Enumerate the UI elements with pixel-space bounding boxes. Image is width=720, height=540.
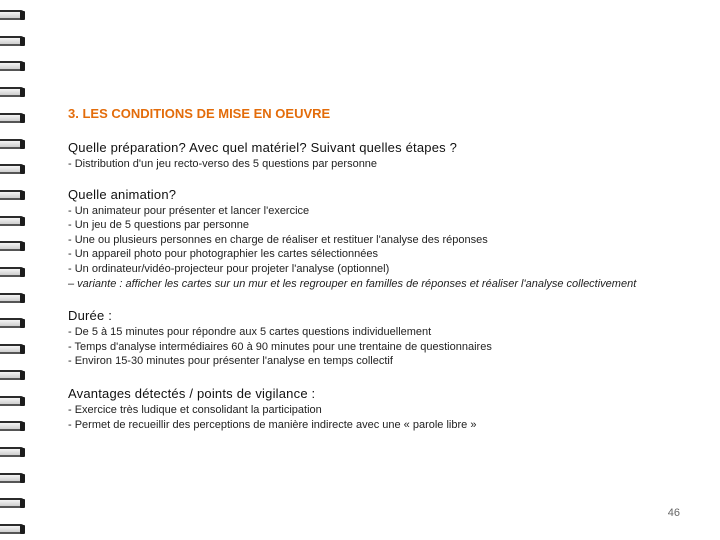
binding-ring-icon	[0, 318, 26, 329]
binding-ring-icon	[0, 164, 26, 175]
binding-ring-icon	[0, 113, 26, 124]
list-item: - Un ordinateur/vidéo-projecteur pour projeter l'analyse (optionnel)	[68, 262, 390, 275]
binding-ring-icon	[0, 447, 26, 458]
section-title: 3. LES CONDITIONS DE MISE EN OEUVRE	[68, 106, 331, 121]
heading-animation: Quelle animation?	[68, 186, 177, 202]
page-number: 46	[667, 507, 680, 519]
binding-ring-icon	[0, 87, 26, 98]
section-avantages	[68, 386, 688, 432]
section-animation	[68, 187, 688, 292]
heading-preparation: Quelle préparation? Avec quel matériel? Suivant quelles étapes ?	[68, 140, 458, 155]
binding-ring-icon	[0, 370, 26, 381]
page-content	[68, 106, 688, 432]
list-item: - Un appareil photo pour photographier les cartes sélectionnées	[68, 248, 379, 261]
binding-ring-icon	[0, 293, 26, 304]
list-item: - Distribution d'un jeu recto-verso des 5 questions par personne	[68, 158, 378, 170]
binding-ring-icon	[0, 267, 26, 278]
binding-ring-icon	[0, 524, 26, 535]
binding-ring-icon	[0, 190, 26, 201]
list-item: - Exercice très ludique et consolidant la participation	[68, 403, 322, 416]
heading-avantages: Avantages détectés / points de vigilance :	[68, 385, 316, 401]
binding-ring-icon	[0, 344, 26, 355]
binding-ring-icon	[0, 10, 26, 21]
binding-ring-icon	[0, 473, 26, 484]
list-item: - Un animateur pour présenter et lancer l'exercice	[68, 204, 310, 217]
spiral-binding	[0, 0, 30, 540]
list-preparation	[68, 157, 688, 172]
heading-duree: Durée :	[68, 308, 113, 324]
binding-ring-icon	[0, 216, 26, 227]
list-animation	[68, 204, 688, 292]
list-item: - Une ou plusieurs personnes en charge de réaliser et restituer l'analyse des réponses	[68, 233, 488, 246]
binding-ring-icon	[0, 139, 26, 150]
list-item: - De 5 à 15 minutes pour répondre aux 5 cartes questions individuellement	[68, 326, 432, 339]
list-duree	[68, 325, 688, 369]
list-item: - Un jeu de 5 questions par personne	[68, 219, 250, 232]
binding-ring-icon	[0, 498, 26, 509]
list-item: - Temps d'analyse intermédiaires 60 à 90 minutes pour une trentaine de questionnaires	[68, 340, 492, 353]
section-duree	[68, 308, 688, 369]
binding-ring-icon	[0, 61, 26, 72]
binding-ring-icon	[0, 36, 26, 47]
binding-ring-icon	[0, 421, 26, 432]
binding-ring-icon	[0, 396, 26, 407]
list-avantages	[68, 403, 688, 432]
list-item: - Environ 15-30 minutes pour présenter l'analyse en temps collectif	[68, 355, 393, 368]
section-preparation	[68, 140, 688, 172]
binding-ring-icon	[0, 241, 26, 252]
list-item: - Permet de recueillir des perceptions de manière indirecte avec une « parole libre »	[68, 418, 477, 431]
list-item-variant: – variante : afficher les cartes sur un mur et les regrouper en familles de réponses et réaliser l'analyse collectivement	[68, 277, 637, 290]
